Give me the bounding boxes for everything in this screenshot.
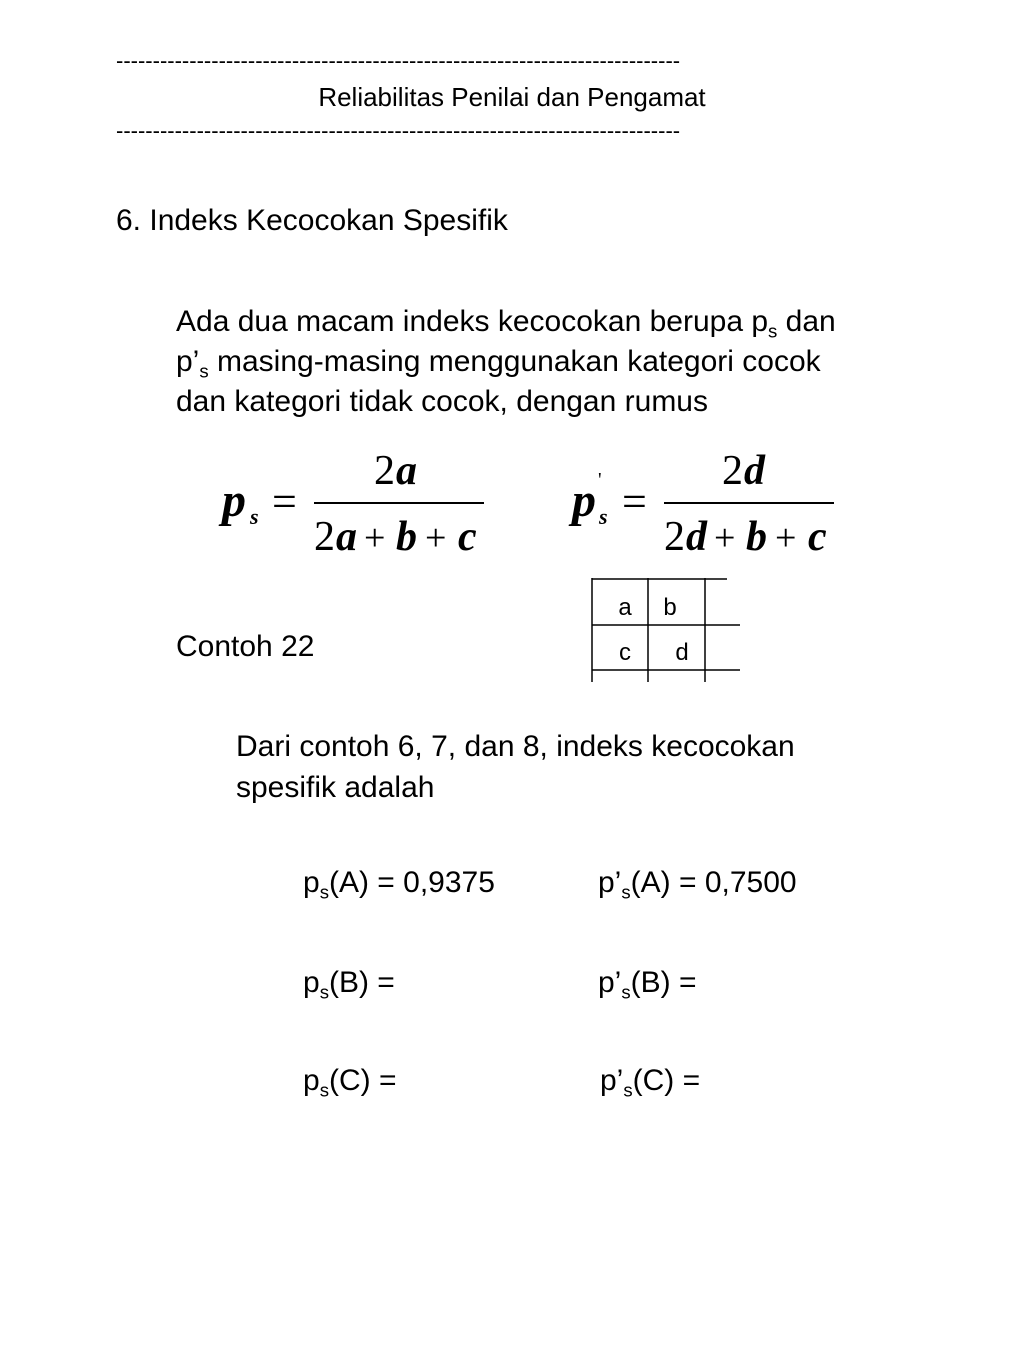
formula-pps-num-var: d: [744, 448, 765, 494]
example-desc-line-2: spesifik adalah: [236, 771, 435, 804]
table-cell-d: d: [675, 639, 689, 666]
formula-ps-plus1: +: [364, 517, 386, 559]
result-ps-a: $p_s(A) = 0,9375$: [303, 866, 495, 903]
formula-ps-den-var1: a: [336, 514, 357, 560]
table-cell-b: b: [663, 594, 677, 621]
formula-pps-den-var3: c: [808, 514, 827, 560]
formula-pps-plus1: +: [714, 517, 736, 559]
formula-pps-num-coef: 2: [722, 448, 743, 494]
table-cell-a: a: [618, 594, 632, 621]
formula-ps-lhs: p: [222, 474, 246, 527]
example-label: Contoh 22: [176, 630, 315, 663]
formula-block: [0, 440, 1024, 570]
formula-ps-num-var: a: [396, 448, 417, 494]
example-desc-line-1: Dari contoh 6, 7, dan 8, indeks kecocokan: [236, 730, 795, 763]
formula-ps-num-coef: 2: [374, 448, 395, 494]
intro-line-2: $p’_s$ masing-masing menggunakan kategori cocok: [176, 345, 821, 382]
formula-pps: [568, 448, 834, 560]
result-ps-b: $p_s(B)$ =: [303, 966, 395, 1003]
formula-ps-den-coef: 2: [314, 514, 335, 560]
formula-pps-den-coef: 2: [664, 514, 685, 560]
result-pps-b: $p’_s(B)$ =: [598, 966, 697, 1003]
formula-ps: [218, 448, 484, 560]
formula-pps-prime: ': [598, 469, 602, 491]
formula-ps-lhs-sub: s: [250, 504, 259, 529]
result-pps-c: $p’_s(C)$ =: [600, 1064, 701, 1101]
formula-pps-den-var1: d: [686, 514, 707, 560]
header-rule-bottom: -----------------------------------------------------------------------------: [116, 118, 681, 143]
formula-pps-eq: =: [622, 477, 647, 526]
formula-pps-lhs: p: [572, 474, 596, 527]
formula-ps-plus2: +: [425, 517, 447, 559]
formula-pps-plus2: +: [775, 517, 797, 559]
formula-pps-lhs-sub: s: [599, 504, 608, 529]
formula-ps-den-var2: b: [396, 514, 417, 560]
formula-ps-eq: =: [272, 477, 297, 526]
intro-line-3: dan kategori tidak cocok, dengan rumus: [176, 385, 708, 418]
page-header-title: Reliabilitas Penilai dan Pengamat: [318, 82, 706, 112]
section-heading: 6. Indeks Kecocokan Spesifik: [116, 204, 508, 237]
formula-ps-den-var3: c: [458, 514, 477, 560]
table-cell-c: c: [619, 639, 631, 666]
header-rule-top: -----------------------------------------------------------------------------: [116, 48, 681, 73]
result-ps-c: $p_s(C)$ =: [303, 1064, 397, 1101]
contingency-table: [580, 572, 750, 688]
intro-line-1: Ada dua macam indeks kecocokan berupa $p_s$ dan: [176, 305, 836, 342]
formula-pps-den-var2: b: [746, 514, 767, 560]
result-pps-a: $p’_s(A) = 0,7500$: [598, 866, 797, 903]
